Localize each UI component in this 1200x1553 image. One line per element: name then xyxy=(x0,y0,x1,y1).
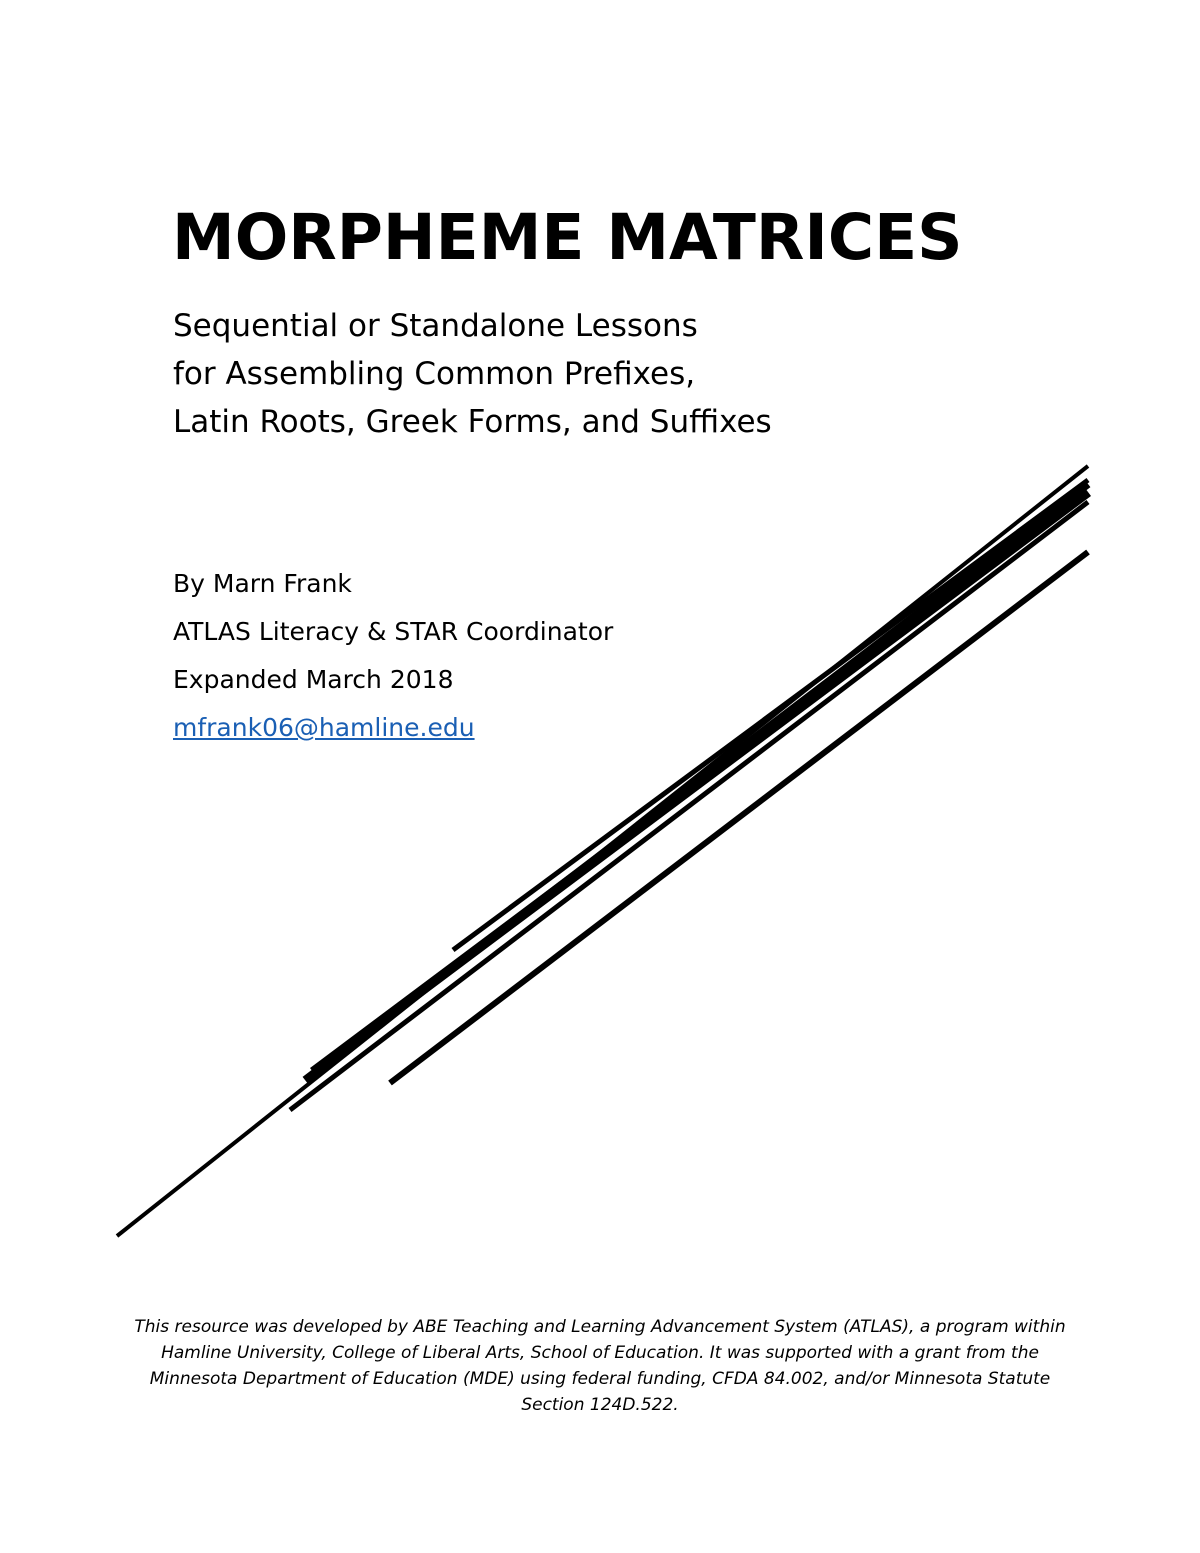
document-title: MORPHEME MATRICES xyxy=(172,201,963,274)
subtitle-line: for Assembling Common Prefixes, xyxy=(173,356,696,392)
email-link[interactable]: mfrank06@hamline.edu xyxy=(173,713,475,742)
author-name: By Marn Frank xyxy=(173,569,352,598)
email-line xyxy=(173,704,613,752)
publication-date: Expanded March 2018 xyxy=(173,665,454,694)
author-block xyxy=(173,560,613,752)
subtitle-line: Sequential or Standalone Lessons xyxy=(173,308,698,344)
author-role: ATLAS Literacy & STAR Coordinator xyxy=(173,617,614,646)
funding-note: This resource was developed by ABE Teaching and Learning Advancement System (ATLAS), a program within Hamline University, College of Liberal Arts, School of Education. It was supported with a grant from the Minnesota Department of Education (MDE) using federal funding, CFDA 84.002, and/or Minnesota Statute Section 124D.522. xyxy=(134,1317,1066,1415)
subtitle-line: Latin Roots, Greek Forms, and Suffixes xyxy=(173,404,772,440)
